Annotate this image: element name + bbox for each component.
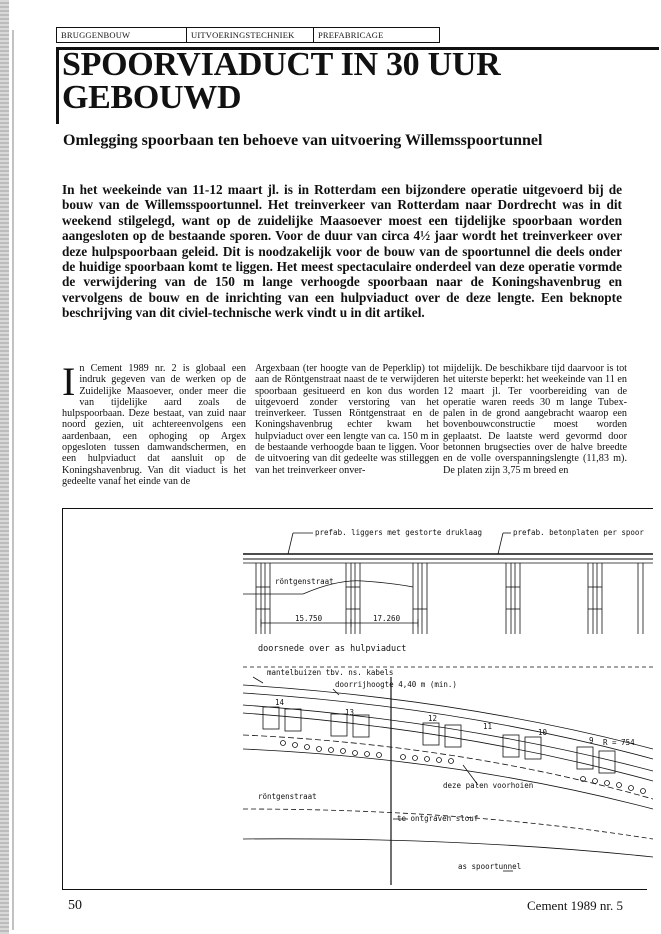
pier-label: 12	[428, 714, 438, 723]
drop-cap: I	[62, 359, 76, 404]
page-binding-edge	[0, 0, 9, 934]
pile-markers	[263, 707, 615, 773]
pier-label: 13	[345, 708, 355, 717]
journal-issue: Cement 1989 nr. 5	[527, 898, 624, 913]
footer-rule	[62, 889, 647, 890]
body-text: n Cement 1989 nr. 2 is globaal een indruk gegeven van de werken op de Zuidelijke Maasoever, onder meer die van tijdelijke aard zoals de hulpspoorbaan. Deze bestaat, van zuid naar noord gezien, uit achtereenvolgens een aardenbaan, een ophoging op Argex opgesloten tussen damwandschermen, en een hulpviaduct dat aansluit op de Koningshavenbrug. Van dit viaduct is het gedeelte vanaf het einde van de	[62, 363, 246, 487]
label-rontgenstraat: röntgenstraat	[275, 577, 334, 586]
body-column-2: Argexbaan (ter hoogte van de Peperklip) tot aan de Röntgenstraat naast de te verwijderen spoorbaan gesitueerd en kon dus worden uitgevoerd zonder verstoring van het treinverkeer. Tussen Röntgenstraat en de Koningshavenbrug echter kwam het hulpviaduct over een lengte van ca. 150 m in de bestaande verhoogde baan te liggen. Voor de uitvoering van dit gedeelte was stilleggen van het treinverkeer onver-	[255, 363, 439, 476]
label-liggers: prefab. liggers met gestorte druklaag	[315, 528, 483, 537]
label-palen: deze palen voorhoien	[443, 781, 534, 790]
label-radius: R = 754	[603, 738, 635, 747]
label-rontgenstraat-2: röntgenstraat	[258, 792, 317, 801]
margin-rule	[12, 30, 14, 930]
category-tag: BRUGGENBOUW	[57, 28, 187, 42]
technical-drawing	[62, 508, 653, 889]
category-tag: PREFABRICAGE	[318, 30, 384, 40]
title-line-2: GEBOUWD	[62, 79, 242, 116]
section-caption: doorsnede over as hulpviaduct	[258, 644, 407, 654]
pier-label: 14	[275, 698, 285, 707]
article-subtitle: Omlegging spoorbaan ten behoeve van uitvoering Willemsspoortunnel	[63, 132, 543, 149]
body-column-1	[62, 359, 246, 487]
label-spoortunnel: as spoortunnel	[458, 862, 522, 871]
pier-label: 11	[483, 722, 493, 731]
lead-paragraph: In het weekeinde van 11-12 maart jl. is in Rotterdam een bijzondere operatie uitgevoerd bij de bouw van de Willemsspoortunnel. Het treinverkeer van Rotterdam naar Dordrecht was in dit weekend stilgelegd, want op de zuidelijke Maasoever moest een tijdelijke spoorbaan worden aangesloten op de bestaande sporen. Voor de duur van circa 4½ jaar wordt het treinverkeer over deze hulpspoorbaan geleid. Dit is noodzakelijk voor de bouw van de spoortunnel die deels onder de huidige spoorbaan komt te liggen. Het meest spectaculaire onderdeel van deze operatie vormde de verwijdering van de 150 m lange verhoogde spoorbaan naar de Koningshavenbrug en vervolgens de bouw en de inrichting van een hulpviaduct over de deze lengte. Een beknopte beschrijving van dit civiel-technische werk vindt u in dit artikel.	[62, 182, 622, 321]
pier-label: 10	[538, 728, 548, 737]
body-column-3: mijdelijk. De beschikbare tijd daarvoor is tot het uiterste beperkt: het weekeinde van 11 en 12 maart jl. Ter voorbereiding van de operatie waren reeds 30 m lange Tubex-palen in de grond aangebracht waarop een bovenbouwconstructie moest worden geplaatst. De laatste werd gevormd door betonnen brugsecties over de halve breedte en de volle overspanningslengte (11,83 m). De platen zijn 3,75 m breed en	[443, 363, 627, 476]
label-doorrijhoogte: doorrijhoogte 4,40 m (min.)	[335, 680, 457, 689]
label-mantelbuizen: mantelbuizen tbv. ns. kabels	[267, 668, 394, 677]
pier-label: 9	[589, 736, 594, 745]
label-ontgraven: te ontgraven slouf	[397, 814, 479, 823]
title-line-1: SPOORVIADUCT IN 30 UUR	[62, 46, 501, 83]
category-bar	[56, 27, 440, 43]
article-title	[62, 48, 622, 114]
drawing-svg	[63, 509, 653, 889]
dimension-2: 17.260	[373, 614, 401, 623]
label-platen: prefab. betonplaten per spoor	[513, 528, 644, 537]
plan-view	[243, 667, 653, 885]
category-tag: UITVOERINGSTECHNIEK	[187, 28, 314, 42]
dimension-1: 15.750	[295, 614, 323, 623]
page-number: 50	[68, 898, 82, 913]
